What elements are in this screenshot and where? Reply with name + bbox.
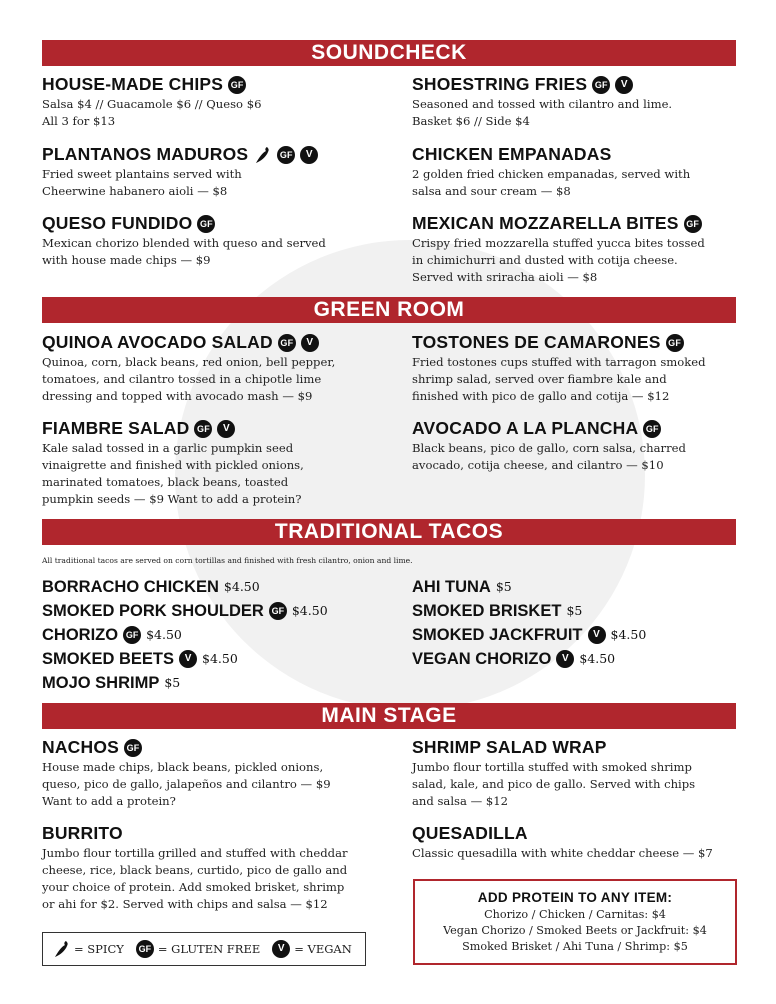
legend-gluten-free-label: = GLUTEN FREE: [157, 942, 261, 956]
legend-vegan-label: = VEGAN: [294, 942, 352, 956]
legend-spicy: [53, 939, 124, 959]
menu-item-shoestring-fries: [412, 74, 742, 130]
taco-smoked-pork-shoulder: [42, 601, 328, 621]
protein-option-line: Smoked Brisket / Ahi Tuna / Shrimp: $5: [462, 940, 688, 953]
taco-price: $5: [164, 675, 181, 690]
gluten-free-icon: GF: [643, 420, 661, 438]
taco-price: $4.50: [579, 651, 616, 666]
item-title: QUESO FUNDIDO: [42, 213, 193, 233]
taco-name: SMOKED BRISKET: [412, 602, 562, 620]
vegan-icon: V: [300, 146, 318, 164]
taco-price: $4.50: [223, 579, 260, 594]
gluten-free-icon: GF: [124, 739, 142, 757]
vegan-icon: V: [588, 626, 606, 644]
menu-item-quinoa-avocado-salad: [42, 332, 372, 405]
spicy-pepper-icon: [254, 145, 272, 165]
taco-price: $4.50: [202, 651, 238, 666]
menu-item-fiambre-salad: [42, 418, 372, 508]
gluten-free-icon: GF: [278, 334, 296, 352]
menu-item-quesadilla: [412, 823, 742, 862]
gluten-free-icon: GF: [123, 626, 141, 644]
taco-smoked-beets: [42, 649, 238, 669]
menu-item-nachos: [42, 737, 372, 810]
item-description: Mexican chorizo blended with queso and served with house made chips — $9: [42, 236, 326, 267]
item-description: 2 golden fried chicken empanadas, served with salsa and sour cream — $8: [412, 167, 691, 198]
item-title: NACHOS: [42, 737, 120, 757]
taco-name: SMOKED PORK SHOULDER: [42, 602, 264, 620]
taco-price: $4.50: [610, 627, 647, 642]
gluten-free-icon: GF: [277, 146, 295, 164]
item-title: SHOESTRING FRIES: [412, 74, 588, 94]
gluten-free-icon: GF: [194, 420, 212, 438]
taco-name: VEGAN CHORIZO: [412, 650, 552, 668]
gluten-free-icon: GF: [228, 76, 246, 94]
add-protein-title: ADD PROTEIN TO ANY ITEM:: [477, 890, 673, 905]
menu-item-house-made-chips: [42, 74, 372, 130]
taco-mojo-shrimp: [42, 673, 180, 693]
menu-item-tostones-de-camarones: [412, 332, 742, 405]
section-header-main-stage: MAIN STAGE: [42, 703, 736, 729]
add-protein-box: [413, 879, 737, 965]
item-title: AVOCADO A LA PLANCHA: [412, 418, 639, 438]
item-title: FIAMBRE SALAD: [42, 418, 190, 438]
taco-price: $4.50: [146, 627, 182, 642]
item-title: SHRIMP SALAD WRAP: [412, 737, 607, 757]
gluten-free-icon: GF: [684, 215, 702, 233]
menu-item-shrimp-salad-wrap: [412, 737, 742, 810]
item-description: Black beans, pico de gallo, corn salsa, charred avocado, cotija cheese, and cilantro — $10: [412, 441, 686, 472]
item-description: Fried sweet plantains served with Cheerwine habanero aioli — $8: [42, 167, 242, 198]
menu-item-mexican-mozzarella-bites: [412, 213, 742, 286]
item-description: Seasoned and tossed with cilantro and lime. Basket $6 // Side $4: [412, 97, 673, 128]
item-title: BURRITO: [42, 823, 123, 843]
taco-name: SMOKED JACKFRUIT: [412, 626, 583, 644]
item-title: CHICKEN EMPANADAS: [412, 144, 612, 164]
taco-price: $5: [495, 579, 512, 594]
legend-vegan: [272, 940, 352, 958]
taco-smoked-jackfruit: [412, 625, 646, 645]
item-description: Salsa $4 // Guacamole $6 // Queso $6 All 3 for $13: [42, 97, 262, 128]
item-title: HOUSE-MADE CHIPS: [42, 74, 224, 94]
vegan-icon: V: [615, 76, 633, 94]
item-title: TOSTONES DE CAMARONES: [412, 332, 661, 352]
vegan-icon: V: [272, 940, 290, 958]
taco-name: SMOKED BEETS: [42, 650, 175, 668]
item-description: Crispy fried mozzarella stuffed yucca bites tossed in chimichurri and dusted with cotija cheese. Served with sriracha aioli — $8: [412, 236, 705, 284]
item-description: Kale salad tossed in a garlic pumpkin seed vinaigrette and finished with pickled onions, marinated tomatoes, black beans, toasted pumpkin seeds — $9 Want to add a protein?: [42, 441, 304, 506]
menu-item-burrito: [42, 823, 382, 913]
gluten-free-icon: GF: [269, 602, 287, 620]
taco-price: $5: [566, 603, 583, 618]
tacos-note: All traditional tacos are served on corn tortillas and finished with fresh cilantro, onion and lime.: [42, 556, 413, 565]
gluten-free-icon: GF: [136, 940, 154, 958]
protein-option-line: Chorizo / Chicken / Carnitas: $4: [484, 908, 666, 921]
section-header-soundcheck: SOUNDCHECK: [42, 40, 736, 66]
section-header-traditional-tacos: TRADITIONAL TACOS: [42, 519, 736, 545]
section-header-green-room: GREEN ROOM: [42, 297, 736, 323]
taco-borracho-chicken: [42, 577, 260, 597]
item-description: Jumbo flour tortilla stuffed with smoked shrimp salad, kale, and pico de gallo. Served with chips and salsa — $12: [412, 760, 696, 808]
vegan-icon: V: [179, 650, 197, 668]
item-description: Classic quesadilla with white cheddar cheese — $7: [412, 846, 713, 860]
spicy-pepper-icon: [53, 939, 71, 959]
item-description: Quinoa, corn, black beans, red onion, bell pepper, tomatoes, and cilantro tossed in a chipotle lime dressing and topped with avocado mash — $9: [42, 355, 336, 403]
legend: [42, 932, 366, 966]
item-title: QUINOA AVOCADO SALAD: [42, 332, 273, 352]
protein-option-line: Vegan Chorizo / Smoked Beets or Jackfruit: $4: [443, 924, 707, 937]
taco-chorizo: [42, 625, 182, 645]
taco-price: $4.50: [291, 603, 328, 618]
taco-smoked-brisket: [412, 601, 582, 621]
taco-name: MOJO SHRIMP: [42, 674, 160, 692]
gluten-free-icon: GF: [592, 76, 610, 94]
taco-vegan-chorizo: [412, 649, 615, 669]
item-title: QUESADILLA: [412, 823, 528, 843]
item-description: Jumbo flour tortilla grilled and stuffed with cheddar cheese, rice, black beans, curtido, pico de gallo and your choice of protein. Add smoked brisket, shrimp or ahi for $2. Served with chips and salsa — $12: [42, 846, 348, 911]
gluten-free-icon: GF: [197, 215, 215, 233]
item-title: PLANTANOS MADUROS: [42, 144, 249, 164]
legend-spicy-label: = SPICY: [74, 942, 124, 956]
item-description: House made chips, black beans, pickled onions, queso, pico de gallo, jalapeños and cilantro — $9 Want to add a protein?: [42, 760, 331, 808]
item-description: Fried tostones cups stuffed with tarragon smoked shrimp salad, served over fiambre kale and finished with pico de gallo and cotija — $12: [412, 355, 706, 403]
gluten-free-icon: GF: [666, 334, 684, 352]
taco-name: AHI TUNA: [412, 578, 491, 596]
taco-name: BORRACHO CHICKEN: [42, 578, 219, 596]
item-title: MEXICAN MOZZARELLA BITES: [412, 213, 679, 233]
legend-gluten-free: [136, 940, 260, 958]
vegan-icon: V: [217, 420, 235, 438]
menu-item-queso-fundido: [42, 213, 372, 269]
taco-ahi-tuna: [412, 577, 512, 597]
menu-item-avocado-a-la-plancha: [412, 418, 742, 474]
taco-name: CHORIZO: [42, 626, 119, 644]
vegan-icon: V: [301, 334, 319, 352]
menu-item-chicken-empanadas: [412, 144, 742, 200]
menu-item-plantanos-maduros: [42, 144, 372, 200]
vegan-icon: V: [556, 650, 574, 668]
